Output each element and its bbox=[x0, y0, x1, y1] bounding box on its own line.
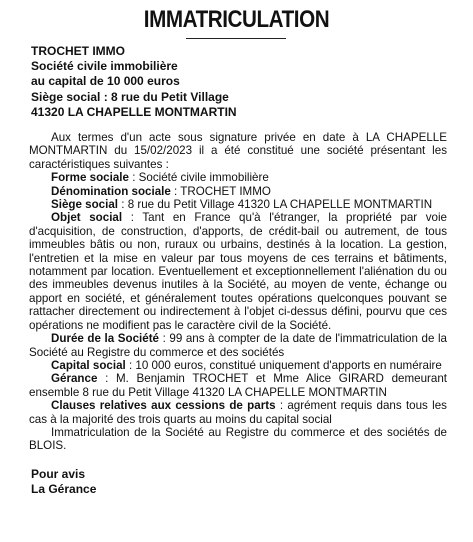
field-label: Objet social bbox=[51, 211, 123, 225]
field-value: : Société civile immobilière bbox=[128, 171, 269, 185]
field-value: : M. Benjamin TROCHET et Mme Alice GIRARD demeurant ensemble 8 rue du Petit Village 41320 LA CHAPELLE MONTMARTIN bbox=[29, 372, 447, 399]
page-title: IMMATRICULATION bbox=[143, 6, 330, 33]
field-label: Forme sociale bbox=[51, 171, 129, 185]
field-value: : 8 rue du Petit Village 41320 LA CHAPELLE MONTMARTIN bbox=[118, 198, 433, 212]
field-label: Durée de la Société bbox=[51, 332, 160, 346]
field-value: : agrément requis dans tous les cas à la majorité des trois quarts au moins du capital social bbox=[29, 399, 447, 426]
company-form: Société civile immobilière bbox=[31, 59, 178, 74]
field-forme-sociale bbox=[29, 171, 447, 184]
signature-block bbox=[31, 467, 96, 497]
field-capital bbox=[29, 359, 447, 372]
field-value: : TROCHET IMMO bbox=[170, 184, 271, 198]
field-value: : 99 ans à compter de la date de l'immatriculation de la Société au Registre du commerce et des sociétés bbox=[29, 332, 448, 359]
notice-body bbox=[29, 131, 447, 453]
field-label: Dénomination sociale bbox=[51, 184, 171, 198]
field-label: Capital social bbox=[51, 358, 126, 372]
field-objet-social bbox=[29, 211, 447, 332]
field-gerance bbox=[29, 372, 447, 399]
signature-line-2: La Gérance bbox=[31, 482, 97, 497]
company-capital: au capital de 10 000 euros bbox=[31, 74, 180, 89]
company-header bbox=[31, 44, 237, 120]
field-label: Gérance bbox=[51, 372, 98, 386]
field-label: Clauses relatives aux cessions de parts bbox=[51, 399, 276, 413]
title-divider bbox=[186, 38, 286, 39]
signature-line-1: Pour avis bbox=[31, 467, 86, 481]
field-duree bbox=[29, 332, 447, 359]
company-address: Siège social : 8 rue du Petit Village bbox=[31, 89, 229, 104]
field-value: : Tant en France qu'à l'étranger, la propriété par voie d'acquisition, de construction, d'apports, de crédit-bail ou autrement, de tous immeubles bâtis ou non, ruraux ou urbains, destinés à la location. La gestion, l'entretien et la mise en valeur par tous moyens de ces terrains et bâtiments, notamment par location. Eventuellement et exceptionnellement l'aliénation du ou des immeubles devenus inutiles à la Société, au moyen de vente, échange ou apport en société, et généralement toutes opérations quelconques pouvant se rattacher directement ou indirectement à l'objet ci-dessus défini, pourvu que ces opérations ne modifient pas le caractère civil de la Société. bbox=[29, 211, 448, 332]
company-name: TROCHET IMMO bbox=[31, 44, 125, 58]
field-siege-social bbox=[29, 198, 447, 211]
field-denomination bbox=[29, 185, 447, 198]
closing-paragraph: Immatriculation de la Société au Registre du commerce et des sociétés de BLOIS. bbox=[29, 425, 447, 453]
company-city: 41320 LA CHAPELLE MONTMARTIN bbox=[31, 104, 237, 119]
field-label: Siège social bbox=[51, 198, 119, 212]
field-value: : 10 000 euros, constitué uniquement d'apports en numéraire bbox=[125, 358, 442, 372]
intro-paragraph: Aux termes d'un acte sous signature privée en date à LA CHAPELLE MONTMARTIN du 15/02/2023 il a été constitué une société présentant les caractéristiques suivantes : bbox=[29, 131, 447, 171]
field-clauses bbox=[29, 399, 447, 426]
